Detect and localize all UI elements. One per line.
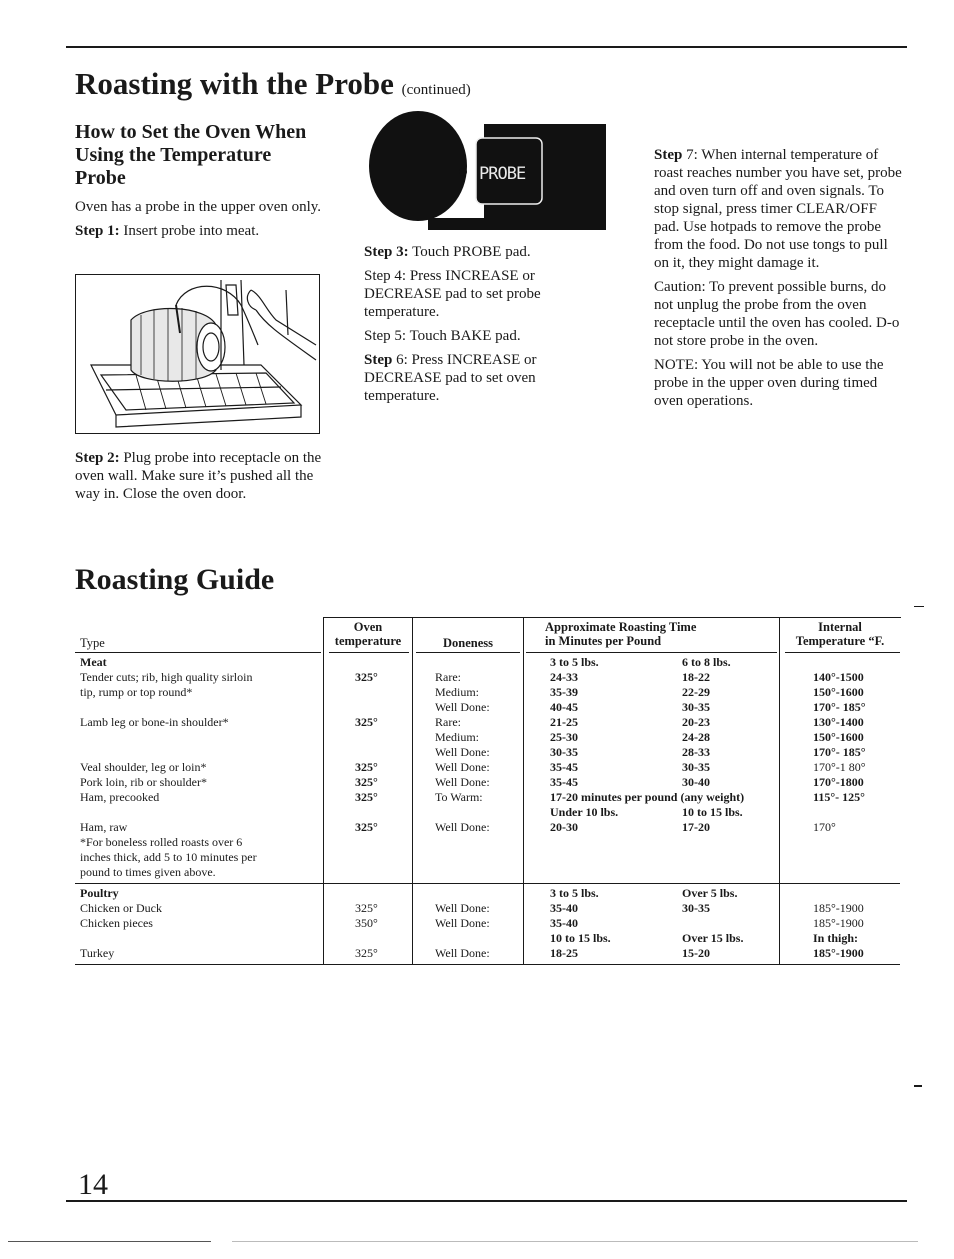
step-1-label: Step 1: (75, 223, 120, 239)
cell-temp: 325° (355, 820, 378, 834)
col-divider-1 (323, 618, 324, 965)
cell-doneness: Rare: (435, 715, 461, 729)
bottom-rule (66, 1200, 907, 1202)
roast-probe-illustration (75, 274, 320, 434)
col-divider-2 (412, 618, 413, 965)
step-1-text: Insert probe into meat. (123, 223, 260, 239)
cell-type: Tender cuts; rib, high quality sirloin (80, 670, 253, 684)
cell-time-b: 17-20 (682, 820, 710, 834)
cell-temp: 350° (355, 916, 378, 930)
header-doneness: Doneness (442, 636, 493, 650)
cell-internal: 170°-1 80° (813, 760, 866, 774)
cell-type: Chicken or Duck (80, 901, 162, 915)
cell-doneness: Well Done: (435, 820, 490, 834)
cell-doneness: To Warm: (435, 790, 483, 804)
weight-range-b: 6 to 8 lbs. (682, 655, 731, 669)
page-title-suffix: (continued) (401, 82, 471, 98)
cell-internal: 170°-1800 (813, 775, 864, 789)
header-oven-line1: Oven (353, 620, 383, 634)
cell-type: Veal shoulder, leg or loin* (80, 760, 207, 774)
roasting-guide-title: Roasting Guide (75, 563, 275, 596)
cell-time-a: 35-40 (550, 916, 578, 930)
cell-time-a: 30-35 (550, 745, 578, 759)
step-6-label: Step (364, 352, 393, 368)
cell-doneness: Rare: (435, 670, 461, 684)
step-7-text: 7: When internal temperature of roast reaches number you have set, probe and oven turn off and oven signals. To stop signal, press timer CLEAR/OFF pad. Use hotpads to remove the probe from the food. Do not use tongs to pull on it, they might damage it. (654, 147, 902, 271)
table-rule-top (323, 617, 901, 618)
cell-time-a: 17-20 minutes per pound (any weight) (550, 790, 745, 804)
cell-type: inches thick, add 5 to 10 minutes per (80, 850, 257, 864)
header-time-line2: in Minutes per Pound (545, 634, 662, 648)
cell-time-a: 10 to 15 lbs. (550, 931, 611, 945)
cell-doneness: Well Done: (435, 700, 490, 714)
cell-internal: 185°-1900 (813, 916, 864, 930)
section-separator (75, 883, 900, 884)
cell-type: Ham, precooked (80, 790, 160, 804)
roasting-guide-table (75, 618, 900, 968)
cell-time-b: 30-35 (682, 760, 710, 774)
cell-time-a: 40-45 (550, 700, 578, 714)
cell-time-b: 30-35 (682, 901, 710, 915)
step-3-text: Touch PROBE pad. (412, 244, 531, 260)
scan-mark-right (232, 1241, 918, 1242)
step-7 (654, 146, 902, 272)
page-title-text: Roasting with the Probe (75, 66, 394, 101)
weight-range-a: 3 to 5 lbs. (550, 886, 599, 900)
section-subhead: How to Set the Oven When Using the Temperature Probe (75, 121, 307, 189)
cell-doneness: Well Done: (435, 946, 490, 960)
margin-tick-1 (914, 606, 924, 607)
step-2 (75, 449, 325, 503)
cell-doneness: Well Done: (435, 916, 490, 930)
cell-time-a: 20-30 (550, 820, 578, 834)
header-internal-line2: Temperature “F. (795, 634, 885, 648)
header-time-line1: Approximate Roasting Time (545, 620, 697, 634)
header-underline-internal (785, 652, 900, 653)
cell-doneness: Well Done: (435, 775, 490, 789)
header-oven (325, 620, 411, 648)
cell-type: Lamb leg or bone-in shoulder* (80, 715, 229, 729)
step-6 (364, 351, 604, 405)
column-3 (654, 146, 902, 416)
header-internal (781, 620, 899, 648)
cell-time-a: 35-40 (550, 901, 578, 915)
section-label: Meat (80, 655, 107, 669)
cell-time-a: 21-25 (550, 715, 578, 729)
cell-time-a: Under 10 lbs. (550, 805, 619, 819)
cell-temp: 325° (355, 760, 378, 774)
cell-time-b: 18-22 (682, 670, 710, 684)
step-5: Step 5: Touch BAKE pad. (364, 328, 521, 344)
cell-doneness: Well Done: (435, 745, 490, 759)
cell-time-a: 35-39 (550, 685, 578, 699)
cell-time-a: 18-25 (550, 946, 578, 960)
weight-range-a: 3 to 5 lbs. (550, 655, 599, 669)
header-internal-line1: Internal (818, 620, 862, 634)
cell-doneness: Medium: (435, 730, 479, 744)
step-3 (364, 243, 604, 261)
column-2 (364, 243, 604, 411)
cell-doneness: Well Done: (435, 901, 490, 915)
header-underline-oven (329, 652, 409, 653)
header-underline-time (526, 652, 777, 653)
cell-time-b: 20-23 (682, 715, 710, 729)
step-2-label: Step 2: (75, 450, 120, 466)
step-4: Step 4: Press INCREASE or DECREASE pad to set probe temperature. (364, 268, 541, 320)
cell-temp: 325° (355, 670, 378, 684)
cell-time-b: 24-28 (682, 730, 710, 744)
cell-internal: 150°-1600 (813, 730, 864, 744)
cell-time-b: 30-35 (682, 700, 710, 714)
caution-text: Caution: To prevent possible burns, do not unplug the probe from the oven receptacle until the oven has cooled. D-o not store probe in the oven. (654, 279, 900, 349)
header-underline-doneness (416, 652, 520, 653)
cell-doneness: Medium: (435, 685, 479, 699)
cell-internal: 185°-1900 (813, 946, 864, 960)
step-6-text: 6: Press INCREASE or DECREASE pad to set oven temperature. (364, 352, 537, 404)
weight-range-b: Over 5 lbs. (682, 886, 738, 900)
cell-type: *For boneless rolled roasts over 6 (80, 835, 243, 849)
cell-type: pound to times given above. (80, 865, 216, 879)
step-3-label: Step 3: (364, 244, 409, 260)
cell-time-b: 22-29 (682, 685, 710, 699)
page-number: 14 (78, 1168, 108, 1201)
cell-temp: 325° (355, 790, 378, 804)
table-rule-bottom (75, 964, 900, 965)
roast-illustration-svg (76, 275, 320, 434)
cell-internal: 185°-1900 (813, 901, 864, 915)
cell-time-a: 25-30 (550, 730, 578, 744)
scan-mark-left (8, 1241, 211, 1242)
cell-type: Turkey (80, 946, 115, 960)
margin-tick-2 (914, 1085, 922, 1087)
cell-internal: In thigh: (813, 931, 859, 945)
cell-time-a: 24-33 (550, 670, 578, 684)
col-divider-3 (523, 618, 524, 965)
column-1 (75, 198, 325, 246)
cell-time-b: 30-40 (682, 775, 710, 789)
cell-type: Ham, raw (80, 820, 128, 834)
cell-temp: 325° (355, 715, 378, 729)
cell-time-b: 15-20 (682, 946, 710, 960)
col-divider-4 (779, 618, 780, 965)
intro-text: Oven has a probe in the upper oven only. (75, 199, 322, 215)
step-1 (75, 222, 325, 240)
cell-type: tip, rump or top round* (80, 685, 193, 699)
header-time (545, 620, 696, 648)
cell-time-a: 35-45 (550, 775, 578, 789)
top-rule (66, 46, 907, 48)
cell-type: Pork loin, rib or shoulder* (80, 775, 207, 789)
page-title (75, 66, 471, 102)
probe-pad-label: PROBE (479, 164, 526, 184)
cell-time-b: Over 15 lbs. (682, 931, 744, 945)
cell-internal: 130°-1400 (813, 715, 864, 729)
step-2-text: Plug probe into receptacle on the oven wall. Make sure it’s pushed all the way in. Close the oven door. (75, 450, 322, 502)
cell-internal: 150°-1600 (813, 685, 864, 699)
header-oven-line2: temperature (334, 634, 402, 648)
cell-internal: 170° (813, 820, 836, 834)
cell-type: Chicken pieces (80, 916, 153, 930)
cell-internal: 115°- 125° (813, 790, 865, 804)
cell-temp: 325° (355, 901, 378, 915)
cell-time-b: 28-33 (682, 745, 710, 759)
cell-internal: 170°- 185° (813, 745, 866, 759)
cell-internal: 140°-1500 (813, 670, 864, 684)
cell-time-b: 10 to 15 lbs. (682, 805, 743, 819)
cell-internal: 170°- 185° (813, 700, 866, 714)
note-text: NOTE: You will not be able to use the probe in the upper oven during timed oven operations. (654, 357, 884, 409)
section-label: Poultry (80, 886, 119, 900)
header-type: Type (80, 636, 105, 650)
cell-temp: 325° (355, 775, 378, 789)
step-7-label: Step (654, 147, 683, 163)
probe-pad-image (368, 110, 606, 232)
cell-time-a: 35-45 (550, 760, 578, 774)
cell-doneness: Well Done: (435, 760, 490, 774)
cell-temp: 325° (355, 946, 378, 960)
header-underline-type (75, 652, 321, 653)
